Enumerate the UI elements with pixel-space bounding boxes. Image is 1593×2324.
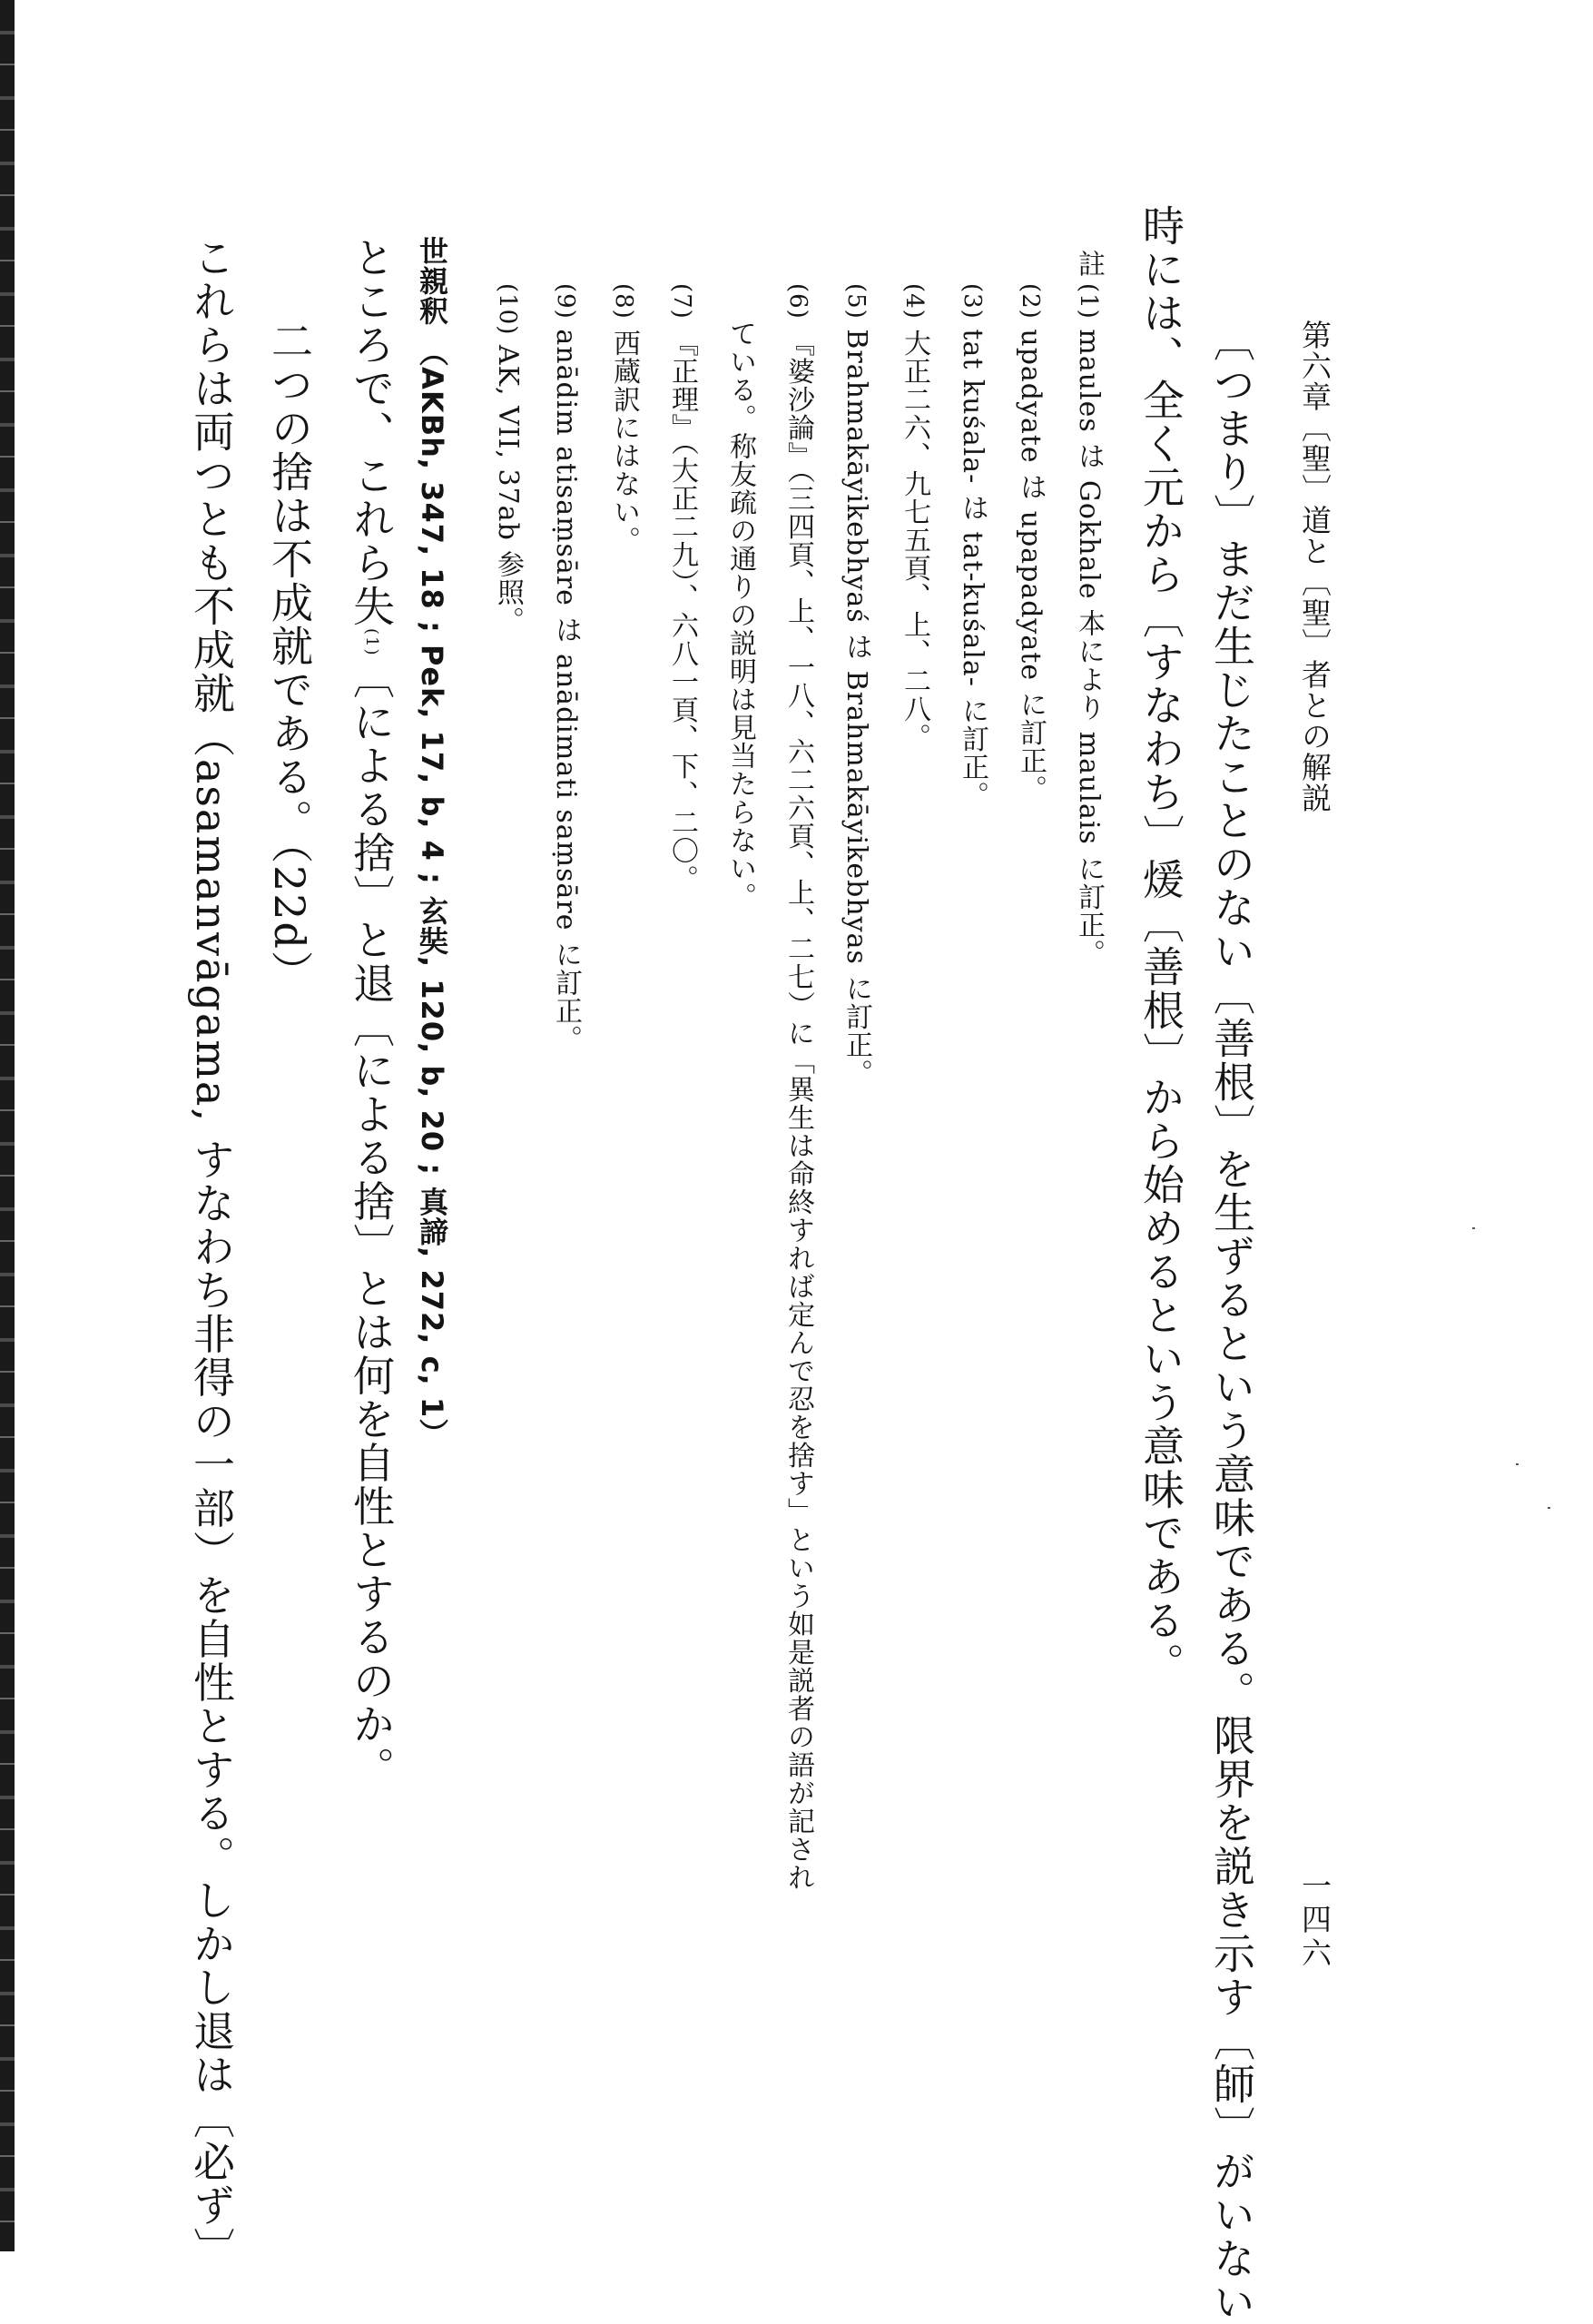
note-6 — [782, 283, 814, 1892]
page-number: 一四六 — [1297, 1870, 1332, 1971]
body-line-2: 時には、全く元から〔すなわち〕煖〔善根〕から始めるという意味である。 — [1136, 204, 1185, 1686]
body-line-4: これらは両つとも不成就（asamanvāgama, すなわち非得の一部）を自性とする。しかし退は〔必ず〕 — [187, 236, 236, 2271]
note-5 — [842, 283, 870, 1087]
note-number: (3) — [959, 283, 986, 320]
note-7 — [666, 283, 698, 893]
note-text: 西蔵訳にはない。 — [608, 329, 640, 555]
note-9 — [550, 283, 582, 1054]
note-number: (7) — [668, 283, 695, 320]
note-10 — [492, 283, 524, 635]
note-text: Brahmakāyikebhyaś は Brahmakāyikebhyas に訂正。 — [841, 329, 872, 1088]
notes-label: 註 — [1073, 250, 1105, 278]
note-number: (2) — [1017, 283, 1044, 320]
body-text: ところで、これら失 — [347, 236, 396, 628]
section-heading-label: 世親釈 — [415, 236, 449, 326]
footnote-marker: (1) — [362, 628, 381, 657]
note-text: anādim atisaṃsāre は anādimati saṃsāre に訂正。 — [550, 329, 582, 1054]
note-1 — [1073, 283, 1105, 968]
note-number: (1) — [1075, 283, 1102, 320]
note-number: (9) — [552, 283, 579, 320]
chapter-title: 第六章〔聖〕道と〔聖〕者との解説 — [1297, 320, 1332, 813]
note-number: (8) — [610, 283, 637, 320]
body-line-3 — [347, 236, 396, 1790]
section-heading-reference: （AKBh, 347, 18 ; Pek, 17, b, 4 ; 玄奘, 120, b, 20 ; 真諦, 272, c, 1） — [415, 337, 449, 1449]
note-text: 大正二六、九七五頁、上、二八。 — [899, 329, 930, 752]
note-text: upadyate は upapadyate に訂正。 — [1015, 329, 1047, 803]
book-spine-shadow — [0, 0, 15, 2251]
note-text: ている。称友疏の通りの説明は見当たらない。 — [724, 320, 756, 911]
note-number: (4) — [900, 283, 928, 320]
note-text: tat kuśala- は tat-kuśala- に訂正。 — [957, 329, 988, 810]
note-text: AK, VII, 37ab 参照。 — [492, 344, 524, 635]
note-6-continued — [724, 320, 756, 911]
scan-speck — [1472, 1227, 1475, 1229]
scan-speck — [1548, 1507, 1550, 1509]
note-8 — [608, 283, 640, 555]
body-line-1: 〔つまり〕まだ生じたことのない〔善根〕を生ずるという意味である。限界を説き示す〔師〕がいない — [1207, 320, 1256, 2324]
scan-speck — [1516, 1463, 1519, 1465]
note-number: (10) — [494, 283, 521, 336]
note-4 — [900, 283, 928, 751]
note-text: 『婆沙論』（三四頁、上、一八、六二六頁、上、二七）に「異生は命終すれば定んで忍を捨す」という如是説者の語が記され — [782, 329, 814, 1892]
note-number: (6) — [784, 283, 811, 320]
note-text: maules は Gokhale 本により maulais に訂正。 — [1073, 329, 1105, 968]
verse-line: 二つの捨は不成就である。（22d） — [265, 320, 314, 994]
note-text: 『正理』（大正二九）、六八一頁、下、二〇。 — [666, 329, 698, 893]
section-heading — [415, 236, 449, 1449]
note-number: (5) — [842, 283, 870, 320]
note-2 — [1015, 283, 1047, 803]
note-3 — [959, 283, 986, 809]
body-text: 〔による捨〕と退〔による捨〕とは何を自性とするのか。 — [347, 656, 396, 1790]
